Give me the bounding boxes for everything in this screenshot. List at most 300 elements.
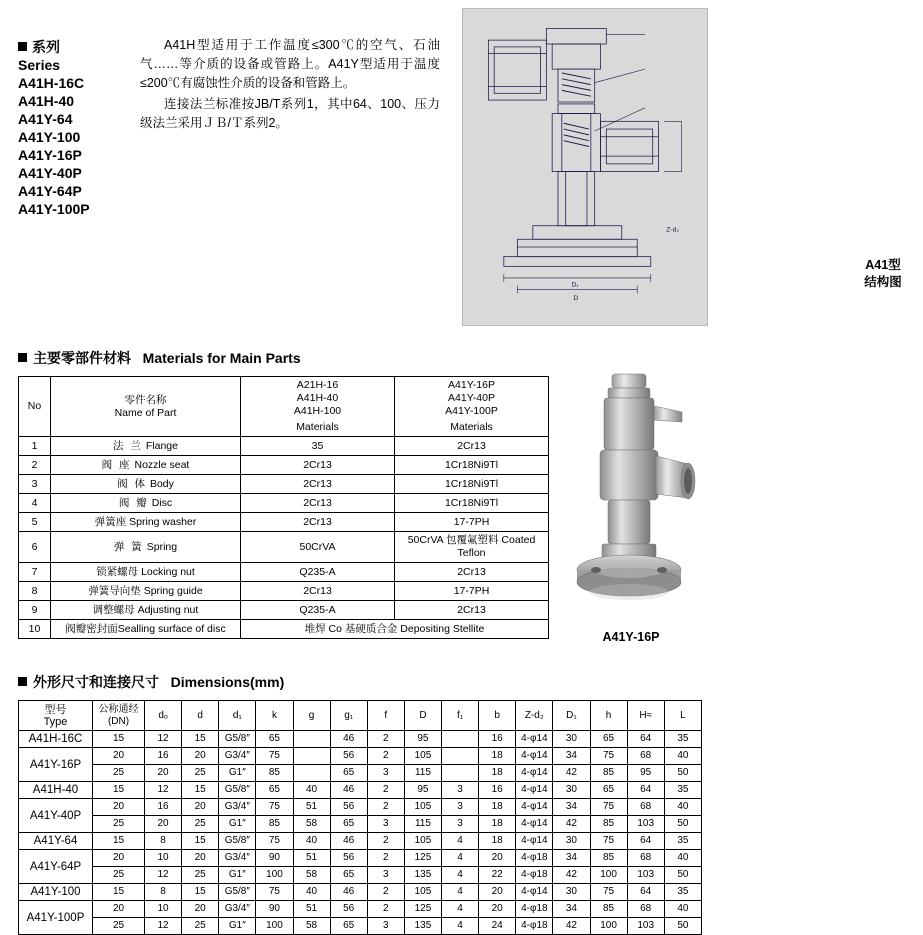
cell-name-cn: 阀瓣密封面 (65, 622, 118, 635)
cell-zd2: 4-φ18 (516, 901, 553, 918)
cell-no: 7 (19, 563, 51, 582)
cell-d0: 12 (145, 731, 182, 748)
table-row (19, 748, 702, 765)
cell-D1: 34 (553, 748, 590, 765)
cell-zd2: 4-φ14 (516, 799, 553, 816)
cell-no: 8 (19, 582, 51, 601)
col-header-no: No (19, 377, 51, 437)
cell-name-cn: 弹 簧 (113, 540, 144, 553)
cell-name-en: Spring guide (143, 584, 203, 597)
cell-f1: 4 (442, 850, 479, 867)
cell-d1: G3/4″ (219, 748, 256, 765)
table-row (19, 833, 702, 850)
cell-d1: G3/4″ (219, 901, 256, 918)
cell-D: 115 (404, 765, 441, 782)
cell-d0: 12 (145, 867, 182, 884)
cell-h: 75 (590, 833, 627, 850)
cell-name (51, 620, 241, 639)
top-section (0, 0, 902, 330)
cell-type: A41Y-40P (19, 799, 93, 833)
cell-name-en: Spring washer (129, 515, 197, 528)
cell-k: 75 (256, 799, 293, 816)
cell-d1: G3/4″ (219, 850, 256, 867)
cell-dn: 20 (93, 748, 145, 765)
cell-dn: 15 (93, 833, 145, 850)
table-row (19, 475, 549, 494)
col-header-g: g (293, 701, 330, 731)
mat2-line1: A41Y-16P (448, 379, 495, 391)
cell-name-en: Adjusting nut (137, 603, 199, 616)
col-header-k: k (256, 701, 293, 731)
cell-D: 105 (404, 884, 441, 901)
cell-f1: 4 (442, 901, 479, 918)
cell-type: A41H-40 (19, 782, 93, 799)
col-header-L: L (664, 701, 701, 731)
cell-g: 58 (293, 816, 330, 833)
series-item: A41Y-40P (18, 165, 82, 181)
cell-g: 40 (293, 833, 330, 850)
cell-zd2: 4-φ14 (516, 816, 553, 833)
table-row (19, 563, 549, 582)
cell-zd2: 4-φ14 (516, 782, 553, 799)
cell-g1: 56 (330, 901, 367, 918)
bullet-square-icon (18, 677, 27, 686)
cell-h: 75 (590, 748, 627, 765)
cell-g1: 65 (330, 816, 367, 833)
cell-k: 65 (256, 782, 293, 799)
cell-b: 18 (479, 816, 516, 833)
cell-k: 85 (256, 765, 293, 782)
col-header-type-en: Type (43, 715, 68, 728)
cell-d: 15 (182, 782, 219, 799)
series-sub: Series (18, 57, 61, 73)
cell-D: 135 (404, 867, 441, 884)
cell-material-1: Q235-A (241, 563, 395, 582)
cell-L: 40 (664, 850, 701, 867)
series-item: A41Y-16P (18, 147, 82, 163)
cell-g: 51 (293, 901, 330, 918)
cell-f: 2 (367, 731, 404, 748)
cell-no: 3 (19, 475, 51, 494)
cell-name (51, 475, 241, 494)
dimensions-heading-en: Dimensions(mm) (170, 674, 285, 690)
cell-dn: 25 (93, 918, 145, 935)
cell-material-2: 1Cr18Ni9Tl (395, 456, 549, 475)
table-row (19, 456, 549, 475)
cell-zd2: 4-φ14 (516, 884, 553, 901)
materials-heading (18, 348, 301, 368)
col-header-name (51, 377, 241, 437)
cell-name-cn: 法 兰 (113, 439, 143, 452)
cell-k: 90 (256, 850, 293, 867)
cell-k: 100 (256, 918, 293, 935)
cell-d0: 12 (145, 782, 182, 799)
cell-g1: 46 (330, 731, 367, 748)
col-header-type (19, 701, 93, 731)
cell-g: 40 (293, 782, 330, 799)
cell-name-cn: 阀 瓣 (118, 496, 149, 509)
table-row (19, 901, 702, 918)
table-row (19, 494, 549, 513)
cell-name-en: Disc (151, 496, 173, 509)
assembly-drawing-box (462, 8, 902, 326)
cell-f1: 4 (442, 867, 479, 884)
cell-b: 18 (479, 765, 516, 782)
series-heading (18, 38, 138, 56)
cell-k: 90 (256, 901, 293, 918)
mat1-line1: A21H-16 (296, 379, 339, 391)
cell-g (293, 748, 330, 765)
cell-H: 64 (627, 731, 664, 748)
cell-L: 50 (664, 918, 701, 935)
cell-b: 18 (479, 799, 516, 816)
cell-L: 35 (664, 731, 701, 748)
table-header-row (19, 701, 702, 731)
cell-f1: 3 (442, 816, 479, 833)
cell-k: 65 (256, 731, 293, 748)
cell-f1: 4 (442, 833, 479, 850)
cell-H: 103 (627, 918, 664, 935)
cell-zd2: 4-φ14 (516, 833, 553, 850)
cell-f1 (442, 765, 479, 782)
cell-g1: 65 (330, 867, 367, 884)
col-header-h: h (590, 701, 627, 731)
cell-H: 64 (627, 833, 664, 850)
col-header-name-en: Name of Part (114, 406, 177, 419)
drawing-label: Z-d₂ (666, 226, 679, 234)
cell-D1: 30 (553, 884, 590, 901)
cell-zd2: 4-φ14 (516, 748, 553, 765)
col-header-f: f (367, 701, 404, 731)
cell-b: 16 (479, 782, 516, 799)
cell-h: 75 (590, 799, 627, 816)
cell-name (51, 532, 241, 563)
cell-name-cn: 弹簧座 (94, 515, 127, 528)
table-row (19, 782, 702, 799)
mat1-line3: A41H-100 (293, 405, 342, 417)
cell-d: 25 (182, 918, 219, 935)
cell-f1 (442, 731, 479, 748)
cell-d0: 16 (145, 799, 182, 816)
cell-name-cn: 弹簧导向垫 (88, 584, 141, 597)
cell-dn: 25 (93, 816, 145, 833)
intro-paragraph-1: A41H型适用于工作温度≤300℃的空气、石油气……等介质的设备或管路上。A41Y型适用于温度≤200℃有腐蚀性介质的设备和管路上。 (140, 38, 440, 90)
cell-h: 100 (590, 918, 627, 935)
cell-g1: 56 (330, 799, 367, 816)
cell-dn: 20 (93, 901, 145, 918)
cell-g1: 46 (330, 782, 367, 799)
materials-table-wrap (18, 376, 548, 639)
mat1-line2: A41H-40 (296, 392, 339, 404)
cell-d1: G5/8″ (219, 731, 256, 748)
cell-d: 25 (182, 765, 219, 782)
cell-type: A41Y-100 (19, 884, 93, 901)
cell-b: 20 (479, 850, 516, 867)
cell-g1: 65 (330, 918, 367, 935)
drawing-label: D₁ (571, 281, 579, 289)
dimensions-table-wrap (18, 700, 702, 935)
cell-material-1: 2Cr13 (241, 475, 395, 494)
table-row (19, 582, 549, 601)
cell-D1: 34 (553, 901, 590, 918)
cell-D: 95 (404, 782, 441, 799)
col-header-g1: g₁ (330, 701, 367, 731)
cell-D1: 34 (553, 850, 590, 867)
cell-D1: 30 (553, 782, 590, 799)
cell-material-2: 17-7PH (395, 513, 549, 532)
cell-name-cn: 阀 体 (117, 477, 148, 490)
cell-type: A41Y-64 (19, 833, 93, 850)
table-row (19, 816, 702, 833)
cell-D1: 34 (553, 799, 590, 816)
cell-g: 58 (293, 867, 330, 884)
cell-name (51, 456, 241, 475)
cell-dn: 15 (93, 731, 145, 748)
cell-no: 4 (19, 494, 51, 513)
dimensions-table (18, 700, 702, 935)
cell-b: 20 (479, 884, 516, 901)
cell-d0: 8 (145, 833, 182, 850)
mat1-materials-en: Materials (296, 421, 339, 433)
cell-material-2: 2Cr13 (395, 563, 549, 582)
dimensions-table-body (19, 731, 702, 935)
cell-g1: 65 (330, 765, 367, 782)
cell-H: 64 (627, 884, 664, 901)
cell-D: 105 (404, 748, 441, 765)
col-header-materials-2 (395, 377, 549, 437)
cell-name (51, 513, 241, 532)
table-row (19, 731, 702, 748)
cell-type: A41Y-100P (19, 901, 93, 935)
mat2-line3: A41Y-100P (445, 405, 498, 417)
cell-f: 2 (367, 833, 404, 850)
cell-b: 20 (479, 901, 516, 918)
cell-d1: G1″ (219, 816, 256, 833)
cell-name (51, 582, 241, 601)
cell-d0: 20 (145, 765, 182, 782)
cell-f1: 3 (442, 782, 479, 799)
table-row (19, 620, 549, 639)
cell-H: 103 (627, 867, 664, 884)
dimensions-heading-cn: 外形尺寸和连接尺寸 (33, 674, 159, 690)
col-header-d: d (182, 701, 219, 731)
cell-D1: 42 (553, 867, 590, 884)
cell-h: 85 (590, 850, 627, 867)
cell-k: 75 (256, 833, 293, 850)
cell-f1 (442, 748, 479, 765)
cell-D: 105 (404, 799, 441, 816)
table-row (19, 513, 549, 532)
cell-f: 3 (367, 918, 404, 935)
materials-table (18, 376, 549, 639)
cell-material-2: 2Cr13 (395, 437, 549, 456)
cell-L: 50 (664, 765, 701, 782)
cell-D: 135 (404, 918, 441, 935)
cell-dn: 25 (93, 765, 145, 782)
cell-name (51, 437, 241, 456)
cell-f: 2 (367, 901, 404, 918)
cell-L: 35 (664, 884, 701, 901)
cell-D1: 30 (553, 833, 590, 850)
cell-d: 25 (182, 816, 219, 833)
cell-d: 20 (182, 748, 219, 765)
cell-name-cn: 阀 座 (101, 458, 132, 471)
cell-zd2: 4-φ14 (516, 765, 553, 782)
col-header-H: H≈ (627, 701, 664, 731)
cell-H: 95 (627, 765, 664, 782)
cell-name (51, 601, 241, 620)
cell-d1: G1″ (219, 867, 256, 884)
cell-d0: 20 (145, 816, 182, 833)
dimensions-heading (18, 672, 284, 692)
cell-b: 22 (479, 867, 516, 884)
cell-type: A41Y-16P (19, 748, 93, 782)
cell-dn: 20 (93, 850, 145, 867)
cell-dn: 20 (93, 799, 145, 816)
drawing-caption (843, 257, 923, 291)
series-item: A41Y-100P (18, 201, 90, 217)
cell-d: 20 (182, 850, 219, 867)
table-row (19, 601, 549, 620)
cell-h: 75 (590, 884, 627, 901)
cell-b: 24 (479, 918, 516, 935)
cell-f: 3 (367, 867, 404, 884)
mat2-materials-en: Materials (450, 421, 493, 433)
cell-h: 65 (590, 782, 627, 799)
cell-d1: G1″ (219, 918, 256, 935)
drawing-caption-line1: A41型 (865, 258, 901, 272)
cell-f: 2 (367, 782, 404, 799)
cell-g1: 46 (330, 884, 367, 901)
col-header-name-cn: 零件名称 (124, 393, 167, 406)
col-header-zd2: Z-d₂ (516, 701, 553, 731)
table-row (19, 437, 549, 456)
col-header-D: D (404, 701, 441, 731)
series-item: A41Y-100 (18, 129, 81, 145)
cell-name-en: Body (149, 477, 174, 490)
cell-D: 115 (404, 816, 441, 833)
materials-heading-en: Materials for Main Parts (142, 350, 301, 366)
cell-name-cn: 调整螺母 (92, 603, 135, 616)
cell-name-en: Nozzle seat (134, 458, 190, 471)
col-header-type-cn: 型号 (44, 703, 67, 716)
mat2-line2: A41Y-40P (448, 392, 495, 404)
cell-h: 85 (590, 816, 627, 833)
cell-d0: 10 (145, 850, 182, 867)
cell-h: 100 (590, 867, 627, 884)
col-header-materials-1 (241, 377, 395, 437)
series-item: A41Y-64 (18, 111, 73, 127)
cell-L: 50 (664, 816, 701, 833)
cell-L: 40 (664, 748, 701, 765)
cell-material-1: 2Cr13 (241, 494, 395, 513)
cell-material-2: 50CrVA 包覆氟塑料 Coated Teflon (395, 532, 549, 563)
drawing-caption-line2: 结构图 (864, 275, 902, 289)
cell-d0: 10 (145, 901, 182, 918)
cell-zd2: 4-φ14 (516, 731, 553, 748)
table-row (19, 918, 702, 935)
cell-material-2: 1Cr18Ni9Tl (395, 475, 549, 494)
cell-L: 35 (664, 833, 701, 850)
cell-f: 2 (367, 799, 404, 816)
col-header-dn-en: (DN) (107, 715, 130, 727)
table-header-row (19, 377, 549, 437)
cell-b: 16 (479, 731, 516, 748)
cell-f1: 4 (442, 884, 479, 901)
cell-f: 2 (367, 884, 404, 901)
cell-D: 95 (404, 731, 441, 748)
cell-H: 103 (627, 816, 664, 833)
table-row (19, 532, 549, 563)
cell-g: 40 (293, 884, 330, 901)
cell-g: 58 (293, 918, 330, 935)
cell-d: 15 (182, 731, 219, 748)
cell-k: 75 (256, 884, 293, 901)
cell-type: A41Y-64P (19, 850, 93, 884)
cell-dn: 15 (93, 884, 145, 901)
bullet-square-icon (18, 42, 27, 51)
cell-d: 20 (182, 901, 219, 918)
cell-h: 85 (590, 765, 627, 782)
cell-d: 20 (182, 799, 219, 816)
cell-material-1: 2Cr13 (241, 582, 395, 601)
cell-f: 3 (367, 816, 404, 833)
cell-zd2: 4-φ18 (516, 850, 553, 867)
series-item: A41H-16C (18, 75, 85, 91)
cell-dn: 25 (93, 867, 145, 884)
cell-d1: G3/4″ (219, 799, 256, 816)
table-row (19, 765, 702, 782)
cell-D1: 42 (553, 816, 590, 833)
cell-k: 100 (256, 867, 293, 884)
cell-L: 35 (664, 782, 701, 799)
cell-D1: 30 (553, 731, 590, 748)
cell-k: 85 (256, 816, 293, 833)
cell-material-2: 17-7PH (395, 582, 549, 601)
product-photo (556, 370, 706, 630)
cell-f: 2 (367, 850, 404, 867)
cell-name (51, 494, 241, 513)
cell-D: 105 (404, 833, 441, 850)
cell-d: 15 (182, 833, 219, 850)
col-header-b: b (479, 701, 516, 731)
cell-material-1: 2Cr13 (241, 513, 395, 532)
cell-no: 9 (19, 601, 51, 620)
table-row (19, 867, 702, 884)
cell-d1: G5/8″ (219, 884, 256, 901)
cell-k: 75 (256, 748, 293, 765)
intro-text (140, 36, 440, 135)
cell-D: 125 (404, 850, 441, 867)
cell-g1: 56 (330, 748, 367, 765)
cell-name (51, 563, 241, 582)
cell-g: 51 (293, 799, 330, 816)
cell-D1: 42 (553, 765, 590, 782)
series-block (18, 38, 138, 218)
series-heading-label: 系列 (32, 39, 60, 55)
series-item: A41H-40 (18, 93, 75, 109)
cell-material-2: 2Cr13 (395, 601, 549, 620)
cell-no: 1 (19, 437, 51, 456)
cell-L: 40 (664, 901, 701, 918)
cell-dn: 15 (93, 782, 145, 799)
cell-name-en: Sealling surface of disc (117, 622, 226, 635)
cell-d1: G1″ (219, 765, 256, 782)
drawing-label: D (573, 295, 579, 303)
cell-D: 125 (404, 901, 441, 918)
valve-section-drawing (471, 15, 701, 305)
cell-name-en: Spring (146, 540, 178, 553)
